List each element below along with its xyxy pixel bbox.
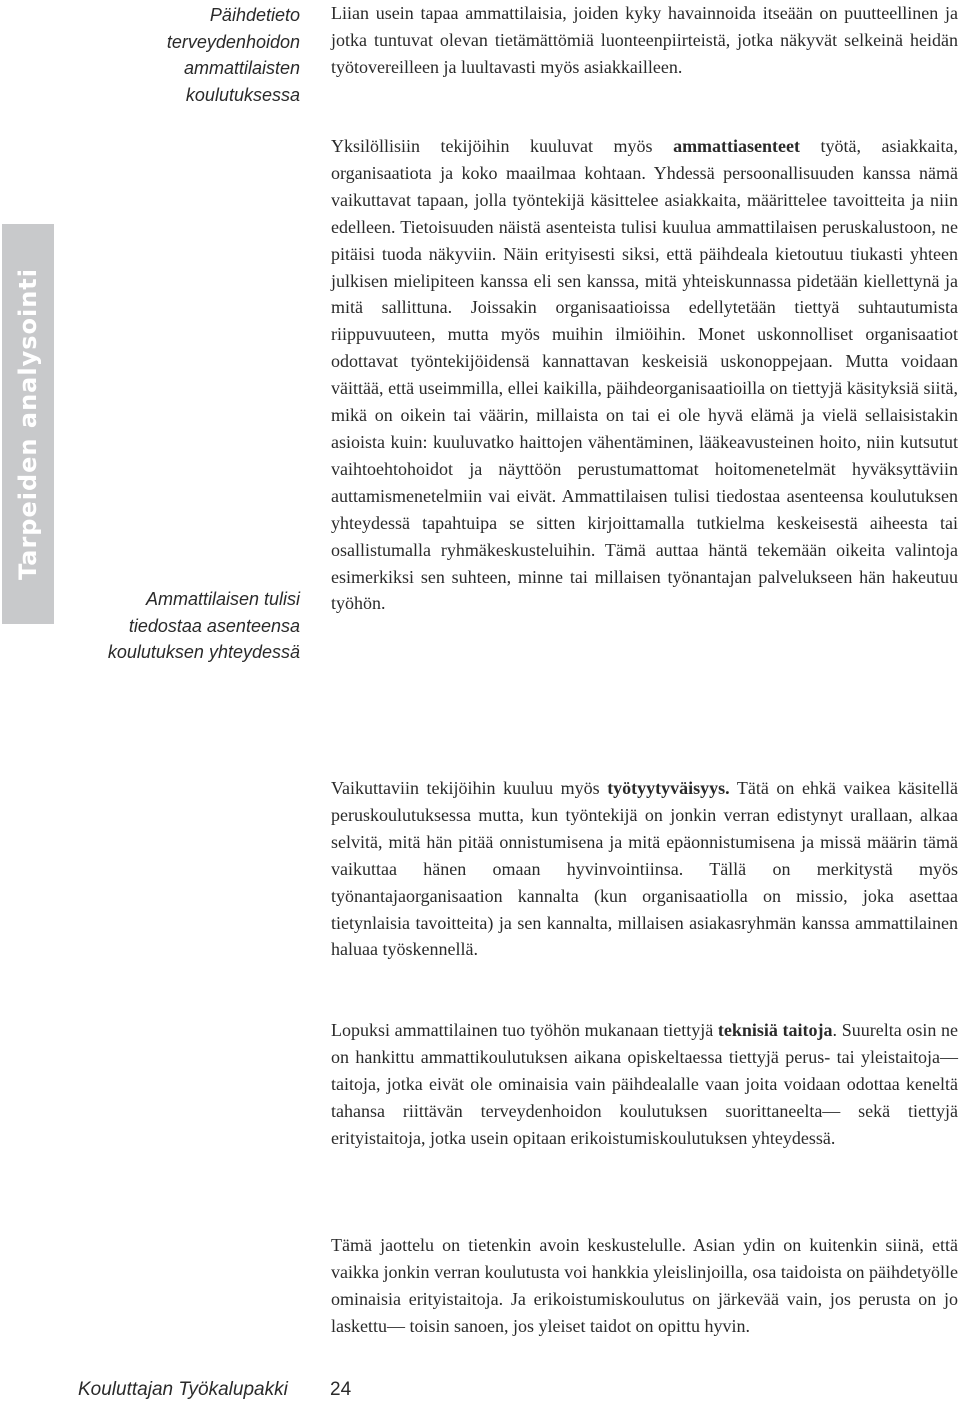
paragraph-4 [331, 1017, 958, 1152]
paragraph-5: Tämä jaottelu on tietenkin avoin keskustelulle. Asian ydin on kuitenkin siinä, että vaikka jonkin verran koulutusta voi hankkia yleislinjoilla, osa taidoista on päihdetyölle ominaisia erityistaitoja. Ja erikoistumiskoulutus on järkevää vain, jos perusta on jo laskettu— toisin sanoen, jos yleiset taidot on opittu hyvin. [331, 1235, 958, 1336]
running-head: Päihdetieto terveydenhoidon ammattilaisten koulutuksessa [166, 5, 300, 105]
footer-title: Kouluttajan Työkalupakki [78, 1379, 288, 1400]
paragraph-1: Liian usein tapaa ammattilaisia, joiden kyky havainnoida itseään on puutteellinen ja jotka tuntuvat olevan tietämättömiä luonteenpiirteistä, jotka näkyvät selkeinä heidän työtovereilleen ja luultavasti myös asiakkailleen. [331, 3, 958, 77]
paragraph-4-keyword: teknisiä taitoja [717, 1020, 833, 1040]
paragraph-2-lead: Yksilöllisiin tekijöihin kuuluvat myös [331, 136, 674, 156]
paragraph-4-body: . Suurelta osin ne on hankittu ammattikoulutuksen aikana opiskeltaessa tiettyjä perus- tai yleistaitoja—taitoja, jotka eivät ole ominaisia vain päihdealalle vaan joita voidaan odottaa keneltä tahansa riittävän terveydenhoidon koulutuksen suorittaneelta— sekä tiettyjä erityistaitoja, jotka usein opitaan erikoistumiskoulutuksen yhteydessä. [331, 1020, 959, 1148]
paragraph-2-body: työtä, asiakkaita, organisaatiota ja koko maailmaa kohtaan. Yhdessä persoonallisuuden kanssa nämä vaikuttavat tapaan, jolla työntekijä käsittelee asiakkaita, määrittelee tavoitteita ja niin edelleen. Tietoisuuden näistä asenteista tulisi kuulua ammattilaisen peruskalustoon, ne pitäisi tuoda näkyviin. Näin erityisesti siksi, että päihdeala kietoutuu tiukasti yhteen julkisen mielipiteen kanssa eli sen kanssa, mitä yhteiskunnassa pidetään kiellettynä ja mitä sallittuna. Joissakin organisaatioissa edellytetään tiettyä suhtautumista riippuvuuteen, mutta myös muihin ilmiöihin. Monet uskonnolliset organisaatiot odottavat työntekijöidensä kannattavan keskeisiä uskonoppejaan. Mutta voidaan väittää, että useimmilla, ellei kaikilla, päihdeorganisaatioilla on tiettyjä käsityksiä siitä, mikä on oikein tai väärin, millaista on tai ei ole hyvä elämä ja vielä sellaisistakin asioista kuin: kuuluvatko haittojen vähentäminen, lääkeavusteinen hoito, niin kutsutut vaihtoehtohoidot ja näyttöön perustumattomat hoitomenetelmät hyväksyttäviin auttamismenetelmiin vai eivät. Ammattilaisen tulisi tiedostaa asenteensa koulutuksen yhteydessä tapahtuipa se sitten kirjoittamalla tutkielma keskeisestä aiheesta tai osallistumalla ryhmäkeskusteluihin. Tämä auttaa häntä tekemään oikeita valintoja esimerkiksi sen suhteen, minne tai millaisen työnantajan palvelukseen hän hakeutuu työhön. [331, 136, 958, 614]
paragraph-4-lead: Lopuksi ammattilainen tuo työhön mukanaan tiettyjä [331, 1020, 718, 1040]
paragraph-2-keyword: ammattiasenteet [673, 136, 801, 156]
paragraph-3 [331, 775, 958, 963]
paragraph-2 [331, 133, 958, 617]
margin-note: Ammattilaisen tulisi tiedostaa asenteensa koulutuksen yhteydessä [107, 589, 300, 662]
paragraph-3-keyword: työtyytyväisyys. [607, 778, 730, 798]
section-side-tab [2, 224, 54, 624]
paragraph-3-body: Tätä on ehkä vaikea käsitellä peruskoulutuksessa mutta, kun työntekijä on jonkin verran edistynyt urallaan, alkaa selvitä, mitä hän pitää onnistumisena ja mitä epäonnistumisena ja missä määrin tämä vaikuttaa hänen omaan hyvinvointiinsa. Tällä on merkitystä myös työnantajaorganisaation kannalta (kun organisaatiolla on missio, joka asettaa tietynlaisia tavoitteita) ja sen kannalta, millaisen asiakasryhmän kanssa ammattilainen haluaa työskennellä. [331, 778, 958, 960]
paragraph-3-lead: Vaikuttaviin tekijöihin kuuluu myös [331, 778, 608, 798]
page-number: 24 [330, 1379, 352, 1400]
section-tab-label: Tarpeiden analysointi [14, 267, 42, 581]
